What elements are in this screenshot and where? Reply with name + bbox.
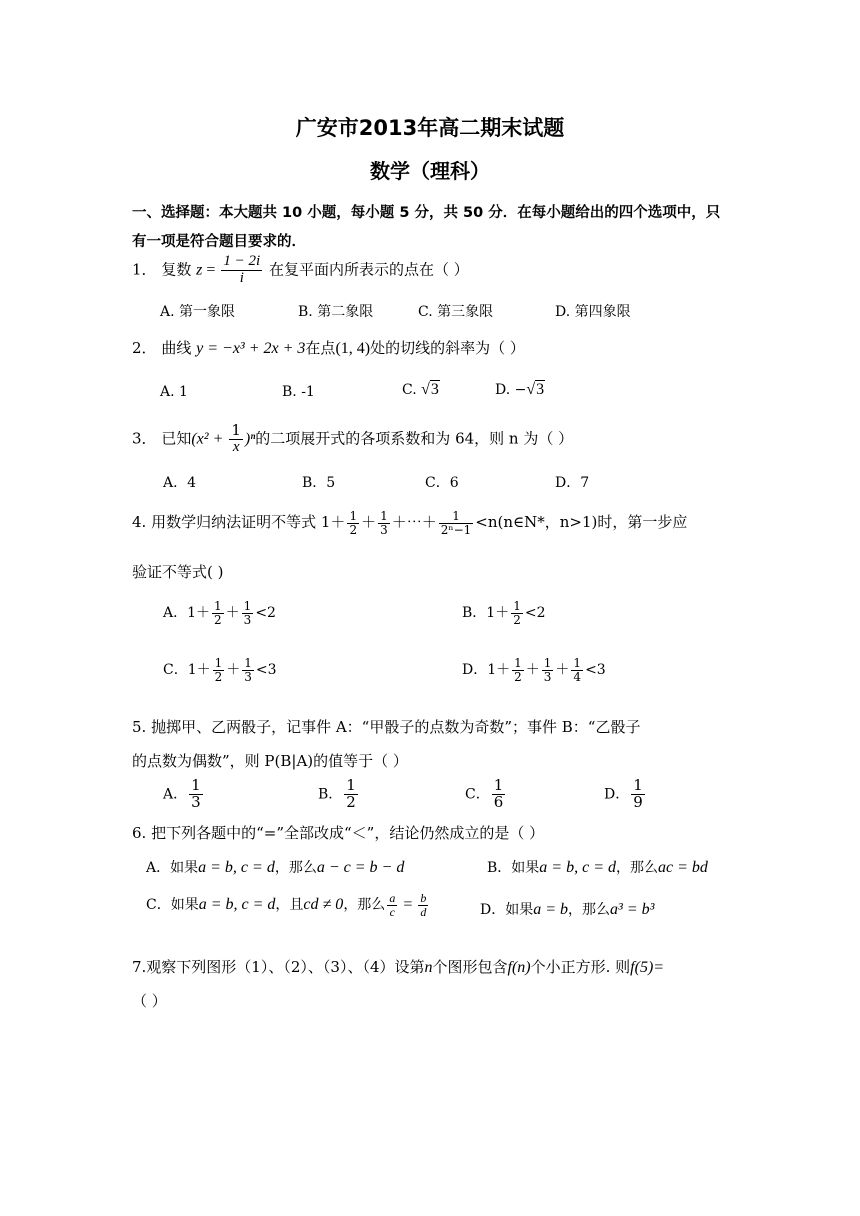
q3-frac-num: 1 [231, 421, 241, 439]
q7-text-a: 7.观察下列图形（1）、（2）、（3）、（4）设第 [132, 958, 425, 976]
q1-number: 1． [132, 260, 157, 279]
question-3 [132, 423, 573, 456]
q6-option-c [146, 892, 430, 918]
q1-prefix: 复数 [161, 260, 192, 279]
q3-option-a: A．4 [163, 475, 197, 491]
q3-option-c: C．6 [425, 475, 459, 491]
q1-variable: z [196, 261, 203, 279]
q5-option-c-frac [492, 778, 506, 811]
q4-option-c: C．1＋ $\frac{1}{2}$ ＋ $\frac{1}{3}$ <3 [163, 656, 277, 684]
q6-b-mid: ，那么 [616, 860, 658, 876]
q4-frac-3-num: 1 [439, 510, 474, 524]
q4-d-frac-2: $\frac{1}{3}$ [543, 656, 552, 684]
q4-option-d-label: D．1＋ [462, 662, 511, 679]
q6-option-d [480, 899, 654, 919]
q4-frac-1-den: 2 [349, 522, 358, 537]
section-heading-line1: 一、选择题：本大题共 10 小题，每小题 5 分，共 50 分．在每小题给出的四个选项中，只 [132, 205, 721, 221]
q6-b-res: ac = bd [658, 859, 708, 876]
q6-c-cond2: cd ≠ 0 [303, 896, 344, 914]
q5-line1: 5. 抛掷甲、乙两骰子，记事件 A：“甲骰子的点数为奇数”；事件 B：“乙骰子 [132, 718, 641, 736]
q6-option-b [487, 857, 708, 877]
q2-point: (1, 4) [335, 340, 371, 357]
q5-b-den: 2 [346, 792, 356, 811]
q5-a-num: 1 [191, 776, 201, 794]
q4-frac-3-den: 2ⁿ−1 [440, 522, 472, 537]
q5-option-a [163, 778, 205, 811]
q6-a-pre: A．如果 [146, 860, 199, 876]
q4-frac-3 [439, 510, 474, 536]
q6-c-mid2: ，那么 [343, 897, 386, 914]
q2-option-c-radicand: 3 [430, 381, 439, 398]
q5-d-num: 1 [633, 776, 643, 794]
q6-b-cond: a = b, c = d [539, 859, 616, 876]
q1-fraction [221, 254, 262, 287]
q7-f5: f(5)= [630, 959, 665, 976]
q1-option-a: A. 第一象限 [160, 304, 236, 320]
q4-d-frac-1: $\frac{1}{2}$ [514, 656, 522, 684]
q4-option-a-label: A．1＋ [163, 605, 211, 622]
page-title: 广安市2013年高二期末试题 [295, 116, 565, 140]
q6-c-frac-a [387, 892, 397, 918]
q1-equals: = [202, 261, 220, 279]
q5-option-a-label: A． [163, 786, 188, 803]
q1-option-d: D. 第四象限 [555, 304, 631, 320]
page-subtitle: 数学（理科） [370, 159, 490, 183]
question-1 [132, 254, 469, 287]
q4-option-b-label: B．1＋ [462, 605, 510, 622]
q2-option-d-label: D. − [495, 382, 527, 398]
question-4 [132, 510, 687, 536]
q7-line1 [132, 956, 664, 977]
q6-c-fad: c [389, 904, 395, 919]
q6-c-frac-b [418, 892, 428, 918]
q4-option-a: A．1＋ $\frac{1}{2}$ ＋ $\frac{1}{3}$ <2 [163, 599, 276, 627]
q2-mid: 在点 [305, 339, 336, 357]
q4-number: 4. [132, 513, 147, 532]
q5-option-c-label: C． [465, 786, 490, 803]
q4-frac-2-num: 1 [380, 509, 388, 523]
q2-option-c: C. √3 [402, 381, 439, 398]
q5-d-den: 9 [633, 792, 643, 811]
q6-b-pre: B．如果 [487, 860, 540, 876]
q4-frac-1-num: 1 [349, 509, 358, 523]
q2-prefix: 曲线 [161, 339, 192, 357]
q4-option-d-tail: <3 [585, 662, 606, 679]
q7-text-b: 个图形包含 [432, 958, 508, 976]
q6-c-mid1: ，且 [275, 897, 304, 914]
q6-c-fbn: b [420, 891, 427, 905]
q4-frac-2-den: 3 [380, 522, 388, 537]
q7-var-n: n [424, 959, 433, 976]
q1-frac-num: 1 − 2i [223, 253, 261, 269]
q3-suffix: 的二项展开式的各项系数和为 64，则 n 为（ ） [255, 429, 574, 448]
q6-c-cond: a = b, c = d [198, 896, 276, 914]
q5-line2: 的点数为偶数”，则 P(B|A)的值等于（ ） [132, 752, 408, 770]
question-2 [132, 337, 525, 358]
q5-c-den: 6 [493, 792, 504, 811]
q2-option-b: B. -1 [282, 384, 315, 400]
q4-frac-2 [378, 510, 390, 536]
q3-expr-b: )ⁿ [244, 430, 256, 448]
q6-c-eq: = [399, 896, 417, 914]
q1-frac-den: i [239, 269, 244, 286]
q6-d-pre: D．如果 [480, 902, 534, 918]
q4-a-frac-2: $\frac{1}{3}$ [243, 599, 252, 627]
q7-text-c: 个小正方形. 则 [530, 958, 631, 976]
q6-option-a [146, 857, 404, 877]
q4-frac-1 [347, 510, 359, 536]
q5-option-b [318, 778, 360, 811]
q4-dots: ＋⋯＋ [391, 513, 437, 532]
q6-line1: 6. 把下列各题中的“=”全部改成“＜”，结论仍然成立的是（ ） [132, 824, 545, 842]
q2-option-a: A. 1 [160, 384, 188, 400]
q7-line2: （ ） [132, 992, 167, 1010]
q6-d-cond: a = b [533, 901, 569, 918]
q6-d-mid: ，那么 [568, 902, 611, 918]
q5-option-d-label: D． [604, 786, 630, 803]
q1-suffix: 在复平面内所表示的点在（ ） [268, 260, 469, 279]
q6-a-mid: ，那么 [274, 860, 317, 876]
q4-d-frac-3: $\frac{1}{4}$ [573, 656, 582, 684]
q5-b-num: 1 [346, 776, 356, 794]
q4-c-frac-2: $\frac{1}{3}$ [244, 656, 252, 684]
q2-option-d-radicand: 3 [536, 381, 545, 398]
q4-option-b-tail: <2 [524, 605, 546, 622]
q5-option-d-frac [631, 778, 645, 811]
q5-option-b-label: B． [318, 786, 343, 803]
q5-option-d [604, 778, 647, 811]
q5-c-num: 1 [493, 776, 504, 794]
q2-number: 2． [132, 339, 157, 357]
q4-plus: ＋ [361, 513, 377, 532]
q2-option-d: D. −√3 [495, 381, 545, 398]
q5-option-a-frac [189, 778, 203, 811]
q3-frac-den: x [232, 438, 240, 455]
q6-c-fbd: d [420, 904, 427, 919]
q2-option-c-label: C. [402, 382, 417, 398]
q4-line2: 验证不等式( ) [132, 563, 224, 581]
q4-b-frac-1: $\frac{1}{2}$ [513, 599, 521, 627]
q1-option-c: C. 第三象限 [418, 304, 494, 320]
q1-option-b: B. 第二象限 [298, 304, 374, 320]
q2-suffix: 处的切线的斜率为（ ） [370, 339, 525, 357]
q7-fn: f(n) [507, 959, 531, 976]
q4-expr-b: <n(n∈N*，n>1)时，第一步应 [475, 513, 688, 532]
q4-option-b [462, 600, 545, 626]
q6-d-res: a³ = b³ [610, 901, 655, 918]
q4-a-frac-1: $\frac{1}{2}$ [214, 599, 222, 627]
q5-option-c [465, 778, 507, 811]
q3-option-d: D．7 [555, 475, 590, 491]
q5-a-den: 3 [191, 792, 201, 811]
section-heading-line2: 有一项是符合题目要求的． [132, 234, 306, 250]
q6-a-cond: a = b, c = d [198, 859, 275, 876]
q4-prefix: 用数学归纳法证明不等式 [151, 513, 317, 532]
q3-expr-a: (x² + [191, 430, 228, 448]
q2-expression: y = −x³ + 2x + 3 [196, 340, 306, 357]
q3-option-b: B．5 [302, 475, 336, 491]
q6-c-pre: C．如果 [146, 897, 199, 914]
q3-fraction [229, 423, 243, 456]
q4-expr-a: 1＋ [320, 513, 346, 532]
q5-option-b-frac [344, 778, 358, 811]
q4-option-c-label: C．1＋ [163, 662, 211, 679]
q3-prefix: 已知 [161, 429, 192, 448]
q6-a-res: a − c = b − d [316, 859, 405, 876]
q4-option-a-tail: <2 [255, 605, 276, 622]
q4-option-c-tail: <3 [255, 662, 277, 679]
q4-option-d: D．1＋ $\frac{1}{2}$ ＋ $\frac{1}{3}$ ＋ $\frac{1}{4}$ <3 [462, 656, 606, 684]
q6-c-fan: a [389, 891, 396, 905]
q4-c-frac-1: $\frac{1}{2}$ [214, 656, 223, 684]
q3-number: 3． [132, 429, 157, 448]
